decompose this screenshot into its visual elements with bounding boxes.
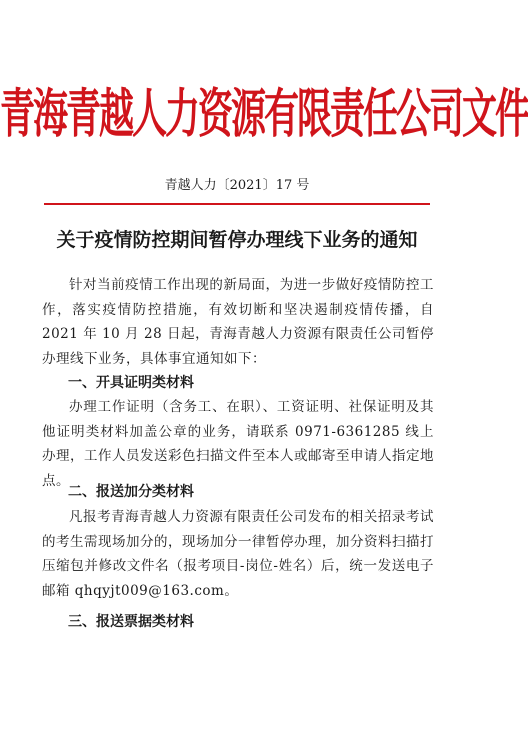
section-2-paragraph: 凡报考青海青越人力资源有限责任公司发布的相关招录考试的考生需现场加分的，现场加分一律暂停办理，加分资料扫描打压缩包并修改文件名（报考项目-岗位-姓名）后，统一发送电子邮箱 qhqyjt009@163.com。: [42, 509, 434, 599]
section-heading-1: 一、开具证明类材料: [68, 375, 194, 391]
intro-paragraph: 针对当前疫情工作出现的新局面，为进一步做好疫情防控工作，落实疫情防控措施，有效切断和坚决遏制疫情传播，自 2021 年 10 月 28 日起，青海青越人力资源有限责任公司暂停办理线下业务，具体事宜通知如下：: [42, 277, 434, 367]
notice-title: 关于疫情防控期间暂停办理线下业务的通知: [56, 229, 418, 251]
section-1-paragraph: 办理工作证明（含务工、在职）、工资证明、社保证明及其他证明类材料加盖公章的业务，请联系 0971-6361285 线上办理，工作人员发送彩色扫描文件至本人或邮寄至申请人指定地点。: [42, 399, 434, 489]
section-heading-3: 三、报送票据类材料: [68, 614, 194, 630]
red-divider-line: [44, 203, 430, 205]
section-heading-2: 二、报送加分类材料: [68, 484, 194, 500]
organization-title: 青海青越人力资源有限责任公司文件: [0, 83, 528, 145]
document-number: 青越人力〔2021〕17 号: [164, 178, 310, 193]
